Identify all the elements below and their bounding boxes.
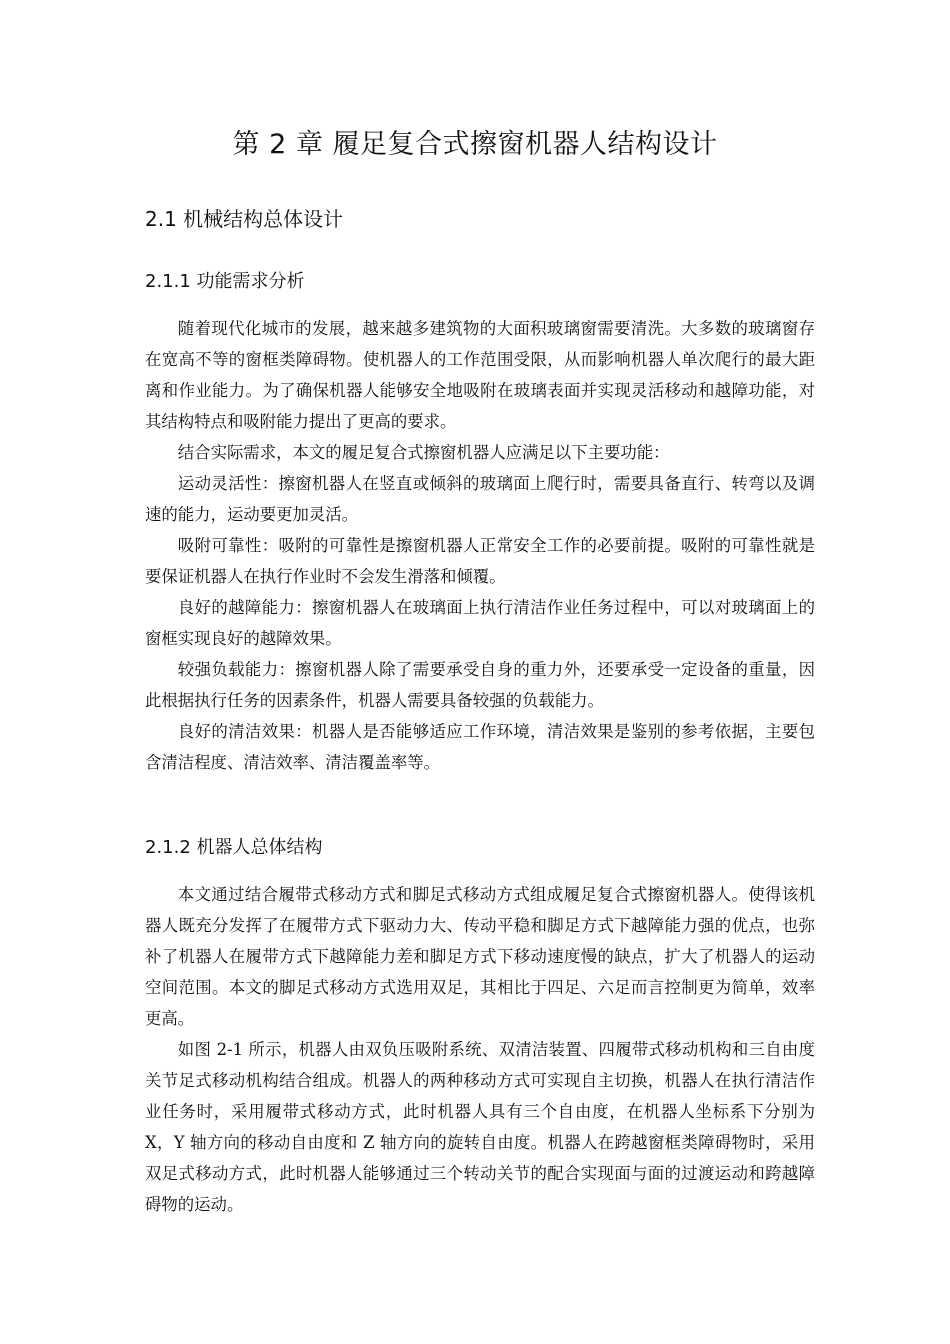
- paragraph: 良好的清洁效果：机器人是否能够适应工作环境，清洁效果是鉴别的参考依据，主要包含清洁程度、清洁效率、清洁覆盖率等。: [145, 722, 815, 772]
- paragraph: 随着现代化城市的发展，越来越多建筑物的大面积玻璃窗需要清洗。大多数的玻璃窗存在宽高不等的窗框类障碍物。使机器人的工作范围受限，从而影响机器人单次爬行的最大距离和作业能力。为了确保机器人能够安全地吸附在玻璃表面并实现灵活移动和越障功能，对其结构特点和吸附能力提出了更高的要求。: [145, 319, 815, 431]
- paragraph: 吸附可靠性：吸附的可靠性是擦窗机器人正常安全工作的必要前提。吸附的可靠性就是要保证机器人在执行作业时不会发生滑落和倾覆。: [145, 536, 815, 586]
- section-2-1-2-body: [145, 879, 815, 1220]
- section-heading-2-1: 2.1 机械结构总体设计: [145, 207, 344, 231]
- paragraph: 如图 2-1 所示，机器人由双负压吸附系统、双清洁装置、四履带式移动机构和三自由度关节足式移动机构结合组成。机器人的两种移动方式可实现自主切换，机器人在执行清洁作业任务时，采用履带式移动方式，此时机器人具有三个自由度，在机器人坐标系下分别为 X，Y 轴方向的移动自由度和 Z 轴方向的旋转自由度。机器人在跨越窗框类障碍物时，采用双足式移动方式，此时机器人能够通过三个转动关节的配合实现面与面的过渡运动和跨越障碍物的运动。: [145, 1040, 815, 1214]
- paragraph: 结合实际需求，本文的履足复合式擦窗机器人应满足以下主要功能：: [177, 443, 670, 462]
- paragraph: 良好的越障能力：擦窗机器人在玻璃面上执行清洁作业任务过程中，可以对玻璃面上的窗框实现良好的越障效果。: [145, 598, 815, 648]
- section-2-1-1-body: [145, 313, 815, 778]
- section-heading-2-1-2: 2.1.2 机器人总体结构: [145, 837, 323, 858]
- paragraph: 本文通过结合履带式移动方式和脚足式移动方式组成履足复合式擦窗机器人。使得该机器人既充分发挥了在履带方式下驱动力大、传动平稳和脚足方式下越障能力强的优点，也弥补了机器人在履带方式下越障能力差和脚足方式下移动速度慢的缺点，扩大了机器人的运动空间范围。本文的脚足式移动方式选用双足，其相比于四足、六足而言控制更为简单，效率更高。: [145, 885, 815, 1028]
- paragraph: 较强负载能力：擦窗机器人除了需要承受自身的重力外，还要承受一定设备的重量，因此根据执行任务的因素条件，机器人需要具备较强的负载能力。: [145, 660, 815, 710]
- section-heading-2-1-1: 2.1.1 功能需求分析: [145, 271, 305, 292]
- chapter-title: 第 2 章 履足复合式擦窗机器人结构设计: [232, 129, 718, 160]
- paragraph: 运动灵活性：擦窗机器人在竖直或倾斜的玻璃面上爬行时，需要具备直行、转弯以及调速的能力，运动要更加灵活。: [145, 474, 815, 524]
